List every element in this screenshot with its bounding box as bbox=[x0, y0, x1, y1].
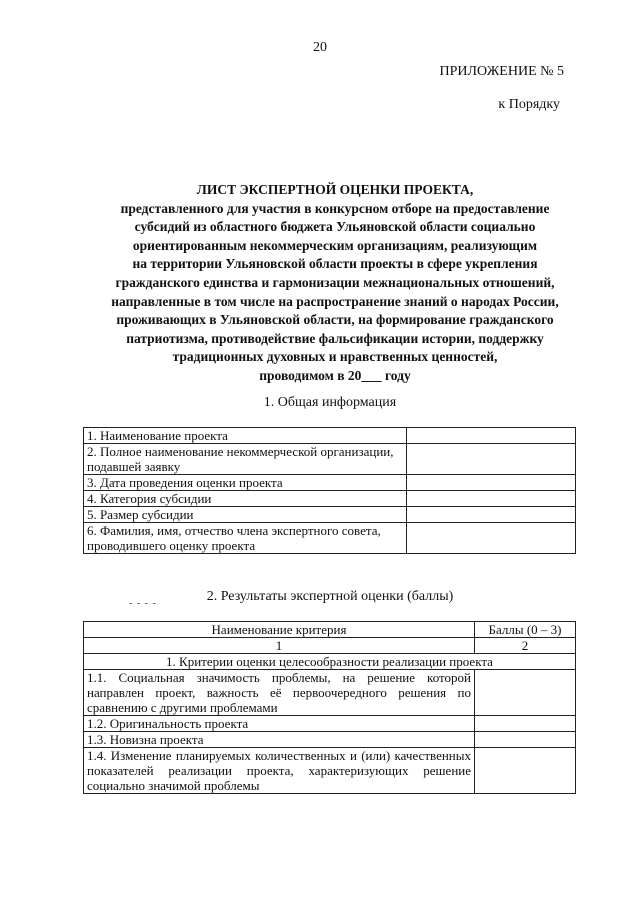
title-line: традиционных духовных и нравственных ценностей, bbox=[172, 349, 498, 365]
table-row bbox=[84, 491, 576, 507]
row-label: 3. Дата проведения оценки проекта bbox=[84, 475, 407, 491]
row-value-cell[interactable] bbox=[407, 444, 576, 475]
row-value-cell[interactable] bbox=[407, 428, 576, 444]
row-value-cell[interactable] bbox=[407, 491, 576, 507]
table-row bbox=[84, 670, 576, 716]
criterion-text: 1.3. Новизна проекта bbox=[84, 732, 475, 748]
page-number: 20 bbox=[313, 40, 327, 55]
row-value-cell[interactable] bbox=[407, 507, 576, 523]
title-line: ЛИСТ ЭКСПЕРТНОЙ ОЦЕНКИ ПРОЕКТА, bbox=[196, 182, 474, 197]
score-cell[interactable] bbox=[475, 732, 576, 748]
row-label: 1. Наименование проекта bbox=[84, 428, 407, 444]
appendix-label: ПРИЛОЖЕНИЕ № 5 bbox=[439, 64, 564, 79]
title-line: проводимом в 20___ году bbox=[259, 367, 411, 383]
table-row bbox=[84, 523, 576, 554]
table-row bbox=[84, 475, 576, 491]
table-row bbox=[84, 444, 576, 475]
table-row bbox=[84, 748, 576, 794]
criterion-text: 1.4. Изменение планируемых количественных и (или) качественных показателей реализации проекта, характеризующих решение социально значимой проблемы bbox=[84, 748, 475, 794]
table-header-row bbox=[84, 622, 576, 638]
title-line: патриотизма, противодействие фальсификации истории, поддержку bbox=[126, 330, 544, 346]
general-info-table bbox=[83, 427, 576, 554]
title-line: направленные в том числе на распространение знаний о народах России, bbox=[111, 293, 559, 309]
dash-marks: - - - - bbox=[129, 598, 157, 609]
score-cell[interactable] bbox=[475, 670, 576, 716]
row-label: 4. Категория субсидии bbox=[84, 491, 407, 507]
title-line: субсидий из областного бюджета Ульяновской области социально bbox=[134, 219, 536, 235]
score-column-header: Баллы (0 – 3) bbox=[475, 622, 576, 638]
column-number-row bbox=[84, 638, 576, 654]
score-cell[interactable] bbox=[475, 748, 576, 794]
column-number: 2 bbox=[475, 638, 576, 654]
title-line: на территории Ульяновской области проекты в сфере укрепления bbox=[132, 256, 538, 272]
table-row bbox=[84, 428, 576, 444]
criteria-group-title: 1. Критерии оценки целесообразности реализации проекта bbox=[84, 654, 576, 670]
row-label: 2. Полное наименование некоммерческой организации, подавшей заявку bbox=[84, 444, 407, 475]
title-line: ориентированным некоммерческим организациям, реализующим bbox=[132, 237, 538, 253]
section-general-info-title: 1. Общая информация bbox=[263, 395, 397, 410]
criterion-text: 1.1. Социальная значимость проблемы, на решение которой направлен проект, важность её первоочередного решения по сравнению с другими проблемами bbox=[84, 670, 475, 716]
title-line: гражданского единства и гармонизации межнациональных отношений, bbox=[115, 274, 555, 290]
evaluation-results-table bbox=[83, 621, 576, 794]
row-value-cell[interactable] bbox=[407, 523, 576, 554]
section-results-title: 2. Результаты экспертной оценки (баллы) bbox=[206, 589, 454, 604]
title-line: проживающих в Ульяновской области, на формирование гражданского bbox=[116, 312, 554, 328]
criterion-column-header: Наименование критерия bbox=[84, 622, 475, 638]
document-title bbox=[70, 181, 600, 386]
score-cell[interactable] bbox=[475, 716, 576, 732]
table-row bbox=[84, 716, 576, 732]
row-value-cell[interactable] bbox=[407, 475, 576, 491]
order-reference: к Порядку bbox=[498, 97, 560, 112]
group-header-row bbox=[84, 654, 576, 670]
row-label: 5. Размер субсидии bbox=[84, 507, 407, 523]
criterion-text: 1.2. Оригинальность проекта bbox=[84, 716, 475, 732]
row-label: 6. Фамилия, имя, отчество члена экспертного совета, проводившего оценку проекта bbox=[84, 523, 407, 554]
table-row bbox=[84, 732, 576, 748]
table-row bbox=[84, 507, 576, 523]
title-line: представленного для участия в конкурсном отборе на предоставление bbox=[120, 200, 550, 216]
column-number: 1 bbox=[84, 638, 475, 654]
